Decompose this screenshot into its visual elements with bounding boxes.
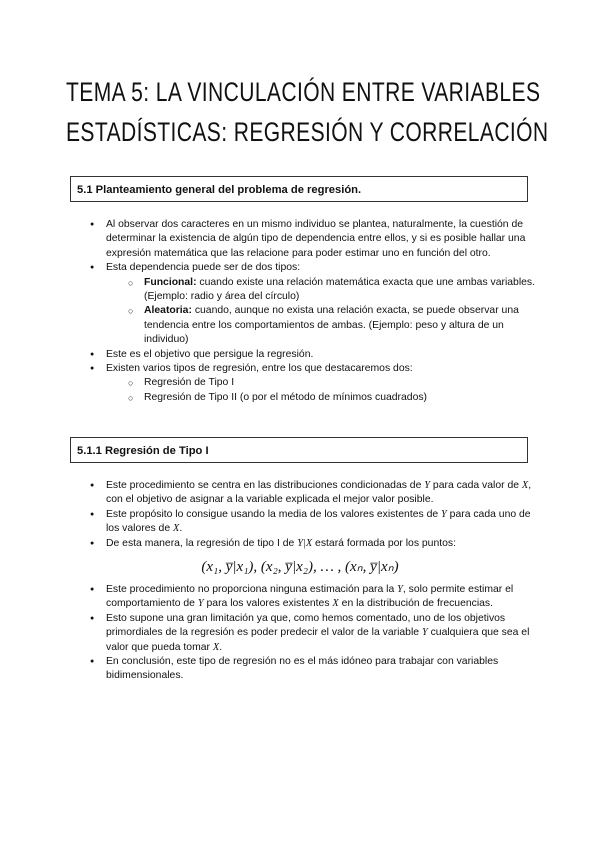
text: Esto supone una gran limitación ya que, como hemos comentado, uno de los objetivos primordiales de la regresión es poder predecir el valor de la variable xyxy=(106,612,506,639)
text: Este procedimiento no proporciona ninguna estimación para la xyxy=(106,584,398,595)
dependency-types-list xyxy=(106,276,535,348)
regression-types-list xyxy=(106,376,535,405)
list-item xyxy=(90,508,535,537)
text: , con el objetivo de asignar a la variable explicada el mejor valor posible. xyxy=(106,480,532,506)
list-item xyxy=(90,612,535,655)
math-var: Y xyxy=(397,584,403,595)
math-var: Y xyxy=(424,480,431,491)
text: para los valores existentes xyxy=(203,598,333,610)
text: estará formada por los puntos: xyxy=(312,537,456,549)
page-title xyxy=(66,72,549,152)
type-label: Aleatoria: xyxy=(144,305,192,317)
list-item: ● Al observar dos caracteres en un mismo individuo se plantea, naturalmente, la cuestión de determinar la existencia de algún tipo de dependencia entre ellos, y si es posible hallar una expresión matemática que las relacione para poder estimar uno en función del otro. xyxy=(90,218,535,261)
list-item xyxy=(90,537,535,551)
text: para cada valor de xyxy=(430,480,522,491)
math-var: Y xyxy=(421,627,428,639)
section-heading-5-1: 5.1 Planteamiento general del problema de regresión. xyxy=(70,176,528,202)
math-var: Y xyxy=(441,508,447,520)
text: De esta manera, la regresión de tipo I de xyxy=(106,537,298,549)
text: para cada uno de los valores de xyxy=(106,508,531,535)
section-5-1-list xyxy=(90,218,535,405)
list-item xyxy=(90,362,535,405)
math-var: X xyxy=(173,523,180,535)
section-5-1-1-list-b xyxy=(90,583,535,684)
list-item-text: Esta dependencia puede ser de dos tipos: xyxy=(106,262,301,274)
math-var: X xyxy=(332,598,339,610)
list-item-text: Existen varios tipos de regresión, entre los que destacaremos dos: xyxy=(106,363,413,375)
text: cualquiera que sea el valor que pueda tomar xyxy=(106,627,530,653)
points-formula: (x₁, y̅|x₁), (x₂, y̅|x₂), … , (xₙ, y̅|xₙ) xyxy=(201,559,399,575)
math-var: X xyxy=(212,641,220,653)
text: Este procedimiento se centra en las distribuciones condicionadas de xyxy=(106,480,425,491)
list-item xyxy=(90,583,535,612)
sub-list-item: ○ Regresión de Tipo I xyxy=(128,376,535,390)
type-label: Funcional: xyxy=(144,276,197,288)
math-var: Y|X xyxy=(297,537,313,549)
type-text: cuando existe una relación matemática exacta que une ambas variables. (Ejemplo: radio y área del círculo) xyxy=(144,276,536,303)
section-heading-5-1-1: 5.1.1 Regresión de Tipo I xyxy=(70,437,528,463)
math-var: Y xyxy=(197,598,204,610)
list-item: ● Este es el objetivo que persigue la regresión. xyxy=(90,348,535,362)
sub-list-item xyxy=(128,276,535,305)
list-item xyxy=(90,261,535,347)
section-5-1-1-list-a xyxy=(90,479,535,551)
text: en la distribución de frecuencias. xyxy=(338,598,493,610)
sub-list-item: ○ Regresión de Tipo II (o por el método de mínimos cuadrados) xyxy=(128,391,535,405)
list-item: ● En conclusión, este tipo de regresión no es el más idóneo para trabajar con variables bidimensionales. xyxy=(90,655,535,684)
list-item xyxy=(90,479,535,508)
title-line-2: ESTADÍSTICAS: REGRESIÓN Y CORRELACIÓN xyxy=(66,117,549,147)
text: . xyxy=(179,523,183,535)
text: Este propósito lo consigue usando la media de los valores existentes de xyxy=(106,508,442,520)
type-text: cuando, aunque no exista una relación exacta, se puede observar una tendencia entre los comportamientos de ambas. (Ejemplo: peso y altura de un individuo) xyxy=(144,305,519,346)
title-line-1: TEMA 5: LA VINCULACIÓN ENTRE VARIABLES xyxy=(66,77,541,107)
sub-list-item xyxy=(128,304,535,347)
math-var: X xyxy=(521,480,529,491)
text: . xyxy=(219,641,223,653)
text: , solo permite estimar el comportamiento de xyxy=(106,584,514,610)
